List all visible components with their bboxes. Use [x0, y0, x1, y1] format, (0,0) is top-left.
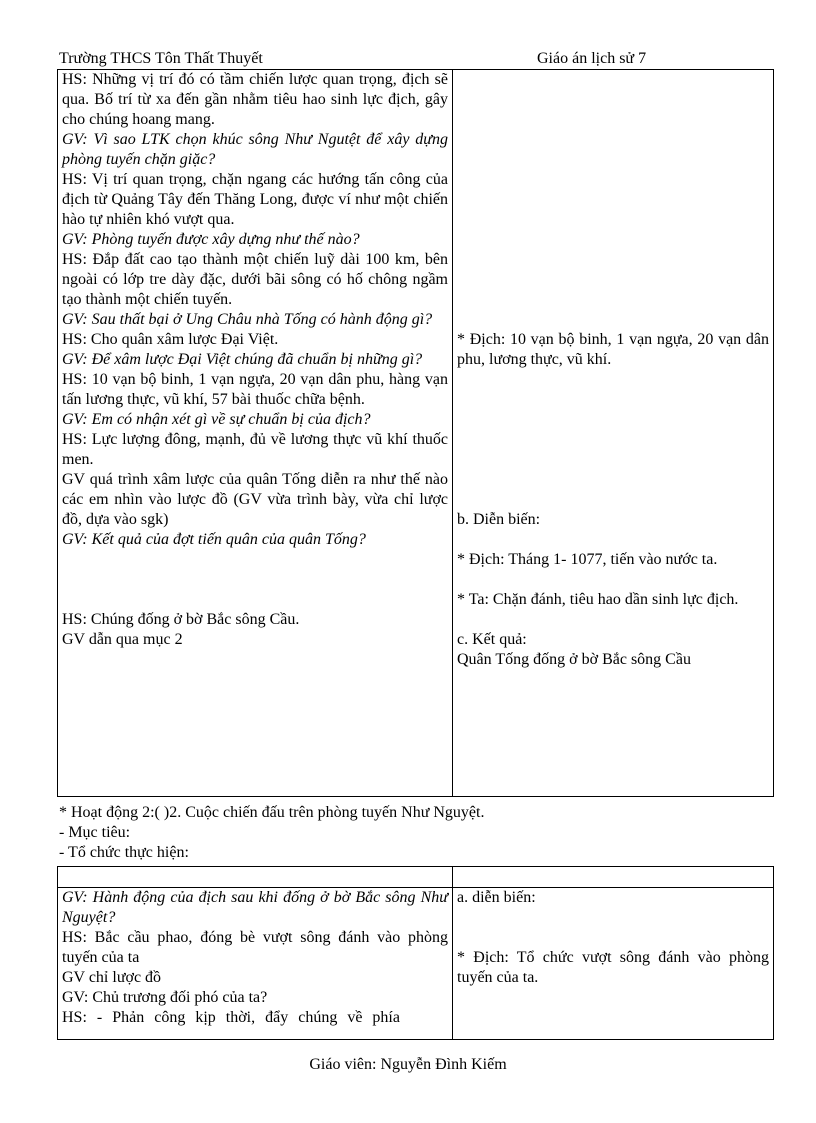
- teacher-student-column: [58, 888, 453, 1040]
- gv-question: GV: Chủ trương đối phó của ta?: [62, 989, 268, 1006]
- hs-answer: HS: - Phản công kịp thời, đẩy chúng về phía: [62, 1009, 400, 1026]
- lesson-table-1: [57, 69, 774, 797]
- activity-goal: - Mục tiêu:: [59, 824, 131, 841]
- gv-question: GV: Em có nhận xét gì về sự chuẩn bị của địch?: [62, 411, 371, 428]
- section-a-heading: a. diễn biến:: [457, 889, 536, 906]
- page-header: [59, 47, 773, 70]
- section-c-heading: c. Kết quả:: [457, 631, 527, 648]
- content-column: [453, 888, 774, 1040]
- gv-question: GV: Phòng tuyến được xây dựng như thế nào?: [62, 231, 360, 248]
- gv-question: GV: Kết quả của đợt tiến quân của quân Tống?: [62, 531, 366, 548]
- hs-answer: HS: 10 vạn bộ binh, 1 vạn ngựa, 20 vạn dân phu, hàng vạn tấn lương thực, vũ khí, 57 bài thuốc chữa bệnh.: [62, 371, 448, 408]
- empty-cell: [58, 867, 453, 888]
- page-footer: Giáo viên: Nguyễn Đình Kiếm: [309, 1056, 507, 1073]
- activity-block: [59, 803, 484, 863]
- gv-instruction: GV quá trình xâm lược của quân Tống diễn ra như thế nào các em nhìn vào lược đồ (GV vừa trình bày, vừa chỉ lược đồ, dựa vào sgk): [62, 471, 448, 528]
- hs-answer: HS: Lực lượng đông, mạnh, đủ về lương thực vũ khí thuốc men.: [62, 431, 448, 468]
- subject-title: Giáo án lịch sử 7: [537, 50, 647, 67]
- hs-answer: HS: Đắp đất cao tạo thành một chiến luỹ dài 100 km, bên ngoài có lớp tre dày đặc, dưới bãi sông có hố chông ngầm tạo thành một chiến tuyến.: [62, 251, 448, 308]
- gv-instruction: GV dẫn qua mục 2: [62, 631, 183, 648]
- gv-question: GV: Hành động của địch sau khi đống ở bờ Bắc sông Như Nguyệt?: [62, 889, 448, 926]
- gv-question: GV: Để xâm lược Đại Việt chúng đã chuẩn bị những gì?: [62, 351, 423, 368]
- section-b-heading: b. Diễn biến:: [457, 511, 541, 528]
- hs-answer: HS: Cho quân xâm lược Đại Việt.: [62, 331, 279, 348]
- enemy-action: * Địch: Tổ chức vượt sông đánh vào phòng tuyến của ta.: [457, 949, 769, 986]
- hs-answer: HS: Những vị trí đó có tầm chiến lược quan trọng, địch sẽ qua. Bố trí từ xa đến gần nhằm tiêu hao sinh lực địch, gây cho chúng hoang mang.: [62, 71, 448, 128]
- content-column: [453, 70, 774, 797]
- empty-cell: [453, 867, 774, 888]
- lesson-table-2: [57, 866, 774, 1040]
- our-response: * Ta: Chặn đánh, tiêu hao dần sinh lực địch.: [457, 591, 739, 608]
- gv-question: GV: Vì sao LTK chọn khúc sông Như Ngutệt để xây dựng phòng tuyến chặn giặc?: [62, 131, 448, 168]
- activity-organization: - Tổ chức thực hiện:: [59, 844, 189, 861]
- gv-question: GV: Sau thất bại ở Ung Châu nhà Tống có hành động gì?: [62, 311, 433, 328]
- hs-answer: HS: Chúng đống ở bờ Bắc sông Cầu.: [62, 611, 300, 628]
- activity-title: * Hoạt động 2:( )2. Cuộc chiến đấu trên phòng tuyến Như Nguyệt.: [59, 804, 485, 821]
- gv-instruction: GV chỉ lược đồ: [62, 969, 162, 986]
- enemy-preparation: * Địch: 10 vạn bộ binh, 1 vạn ngựa, 20 vạn dân phu, lương thực, vũ khí.: [457, 331, 769, 368]
- hs-answer: HS: Bắc cầu phao, đóng bè vượt sông đánh vào phòng tuyến của ta: [62, 929, 448, 966]
- school-name: Trường THCS Tôn Thất Thuyết: [59, 50, 263, 67]
- enemy-progress: * Địch: Tháng 1- 1077, tiến vào nước ta.: [457, 551, 718, 568]
- result-text: Quân Tống đống ở bờ Bắc sông Cầu: [457, 651, 691, 668]
- teacher-student-column: [58, 70, 453, 797]
- hs-answer: HS: Vị trí quan trọng, chặn ngang các hướng tấn công của địch từ Quảng Tây đến Thăng Long, được ví như một chiến hào tự nhiên khó vượt qua.: [62, 171, 448, 228]
